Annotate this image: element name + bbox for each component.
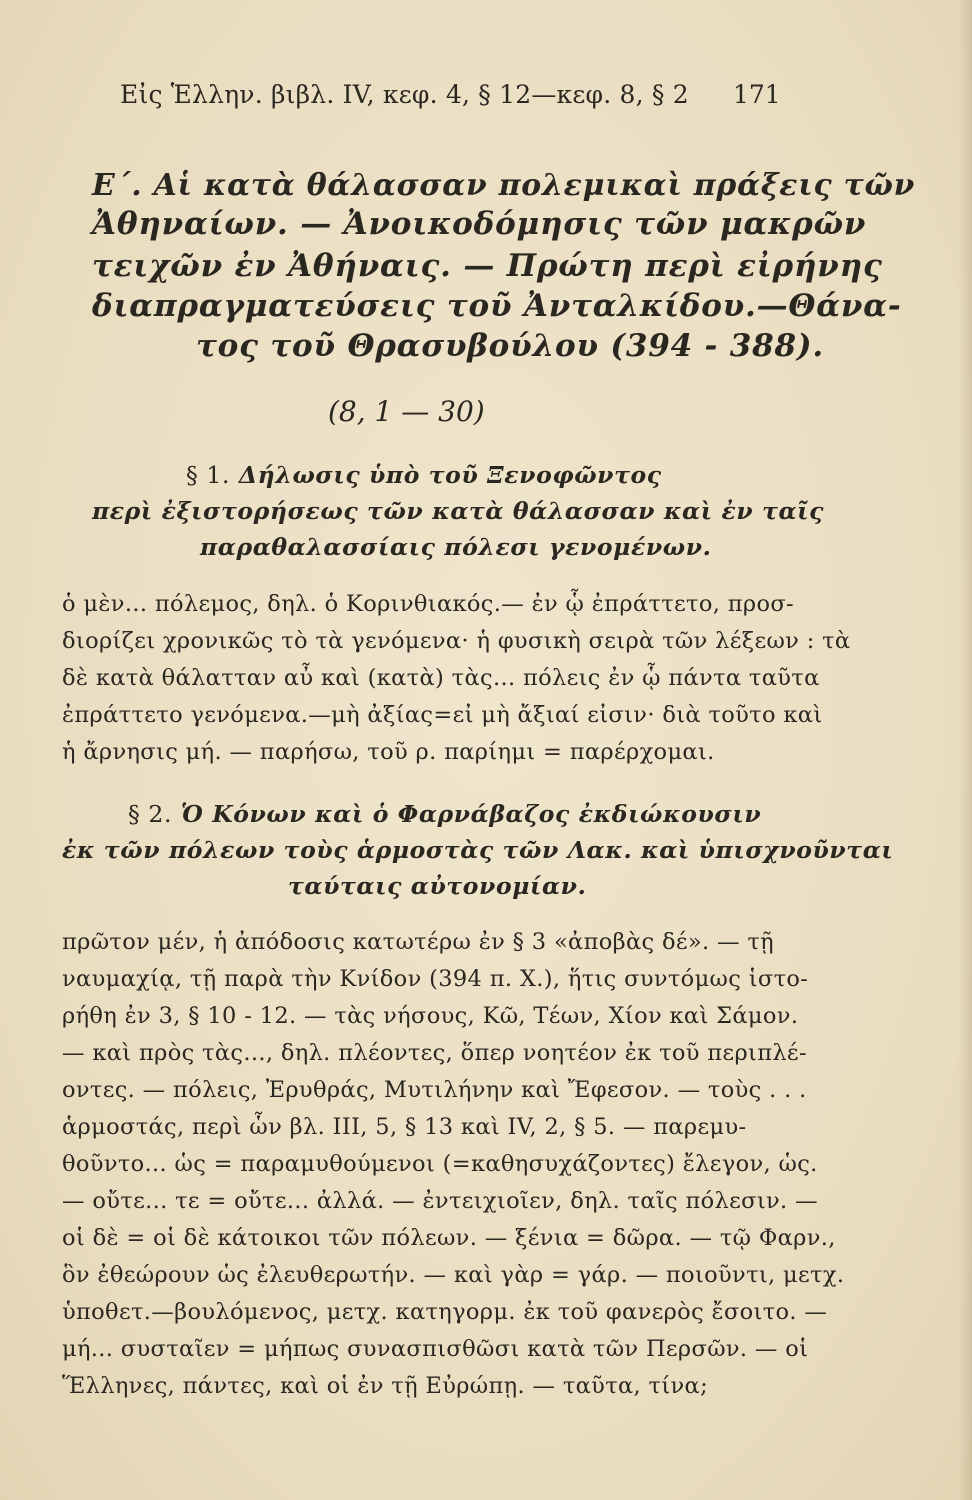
chapter-title-line-4: διαπραγματεύσεις τοῦ Ἀνταλκίδου.—Θάνα- [92,288,902,324]
section-1-body-line: δὲ κατὰ θάλατταν αὖ καὶ (κατὰ) τὰς... πόλεις ἐν ᾧ πάντα ταῦτα [62,665,820,691]
section-2-body-line: οἱ δὲ = οἱ δὲ κάτοικοι τῶν πόλεων. — ξένια = δῶρα. — τῷ Φαρν., [62,1225,836,1251]
section-1-body-line: διορίζει χρονικῶς τὸ τὰ γενόμενα· ἡ φυσικὴ σειρὰ τῶν λέξεων : τὰ [62,628,851,654]
section-1-heading-line-3: παραθαλασσίαις πόλεσι γενομένων. [200,533,712,561]
section-1-heading-line-2: περὶ ἐξιστορήσεως τῶν κατὰ θάλασσαν καὶ ἐν ταῖς [92,497,825,525]
section-2-heading-line-1 [128,800,761,828]
section-2-heading-text: Ὁ Κόνων καὶ ὁ Φαρνάβαζος ἐκδιώκουσιν [180,800,762,828]
running-head: Εἰς Ἑλλην. βιβλ. IV, κεφ. 4, § 12—κεφ. 8, § 2 [120,80,689,109]
section-2-body-line: — οὔτε... τε = οὔτε... ἀλλά. — ἐντειχιοῖεν, δηλ. ταῖς πόλεσιν. — [62,1188,818,1214]
section-2-body-line: οντες. — πόλεις, Ἐρυθράς, Μυτιλήνην καὶ Ἔφεσον. — τοὺς . . . [62,1077,807,1103]
section-2-body-line: ὑποθετ.—βουλόμενος, μετχ. κατηγορμ. ἐκ τοῦ φανερὸς ἔσοιτο. — [62,1299,828,1325]
section-1-body-line: ὁ μὲν... πόλεμος, δηλ. ὁ Κορινθιακός.— ἐν ᾧ ἐπράττετο, προσ- [62,591,795,617]
page-edge-shadow [958,0,972,1500]
section-2-body-line: Ἕλληνες, πάντες, καὶ οἱ ἐν τῇ Εὐρώπῃ. — ταῦτα, τίνα; [62,1373,709,1399]
section-2-heading-line-3: ταύταις αὐτονομίαν. [288,872,587,900]
section-2-body-line: ἁρμοστάς, περὶ ὧν βλ. III, 5, § 13 καὶ IV, 2, § 5. — παρεμυ- [62,1114,747,1140]
section-2-body-line: — καὶ πρὸς τὰς..., δηλ. πλέοντες, ὅπερ νοητέον ἐκ τοῦ περιπλέ- [62,1040,807,1066]
chapter-reference: (8, 1 — 30) [328,395,485,428]
section-2-body-line: ὃν ἐθεώρουν ὡς ἐλευθερωτήν. — καὶ γὰρ = γάρ. — ποιοῦντι, μετχ. [62,1262,845,1288]
chapter-title-line-2: Ἀθηναίων. — Ἀνοικοδόμησις τῶν μακρῶν [92,206,867,242]
section-2-heading-line-2: ἐκ τῶν πόλεων τοὺς ἁρμοστὰς τῶν Λακ. καὶ ὑπισχνοῦνται [62,836,894,864]
section-2-body-line: ρήθη ἐν 3, § 10 - 12. — τὰς νήσους, Κῶ, Τέων, Χίον καὶ Σάμον. [62,1003,799,1029]
section-1-body-line: ἐπράττετο γενόμενα.—μὴ ἀξίας=εἰ μὴ ἄξιαί εἰσιν· διὰ τοῦτο καὶ [62,702,823,728]
section-2-body-line: θοῦντο... ὡς = παραμυθούμενοι (=καθησυχάζοντες) ἔλεγον, ὡς. [62,1151,818,1177]
chapter-title-line-5: τος τοῦ Θρασυβούλου (394 - 388). [196,328,824,364]
section-2-body-line: μή... συσταῖεν = μήπως συνασπισθῶσι κατὰ τῶν Περσῶν. — οἱ [62,1336,809,1362]
section-1-heading-text: Δήλωσις ὑπὸ τοῦ Ξενοφῶντος [238,461,662,489]
section-2-body-line: ναυμαχίᾳ, τῇ παρὰ τὴν Κνίδον (394 π. Χ.), ἥτις συντόμως ἱστο- [62,966,809,992]
page-number: 171 [733,80,781,109]
chapter-title-line-1: Ε΄. Αἱ κατὰ θάλασσαν πολεμικαὶ πράξεις τῶν [92,168,916,203]
section-2-sign: § 2. [128,800,173,828]
section-1-heading-line-1 [186,461,662,489]
section-2-body-line: πρῶτον μέν, ἡ ἀπόδοσις κατωτέρω ἐν § 3 «ἀποβὰς δέ». — τῇ [62,929,774,955]
section-1-sign: § 1. [186,461,231,489]
section-1-body-line: ἡ ἄρνησις μή. — παρήσω, τοῦ ρ. παρίημι = παρέρχομαι. [62,739,715,765]
chapter-title-line-3: τειχῶν ἐν Ἀθήναις. — Πρώτη περὶ εἰρήνης [92,248,883,284]
